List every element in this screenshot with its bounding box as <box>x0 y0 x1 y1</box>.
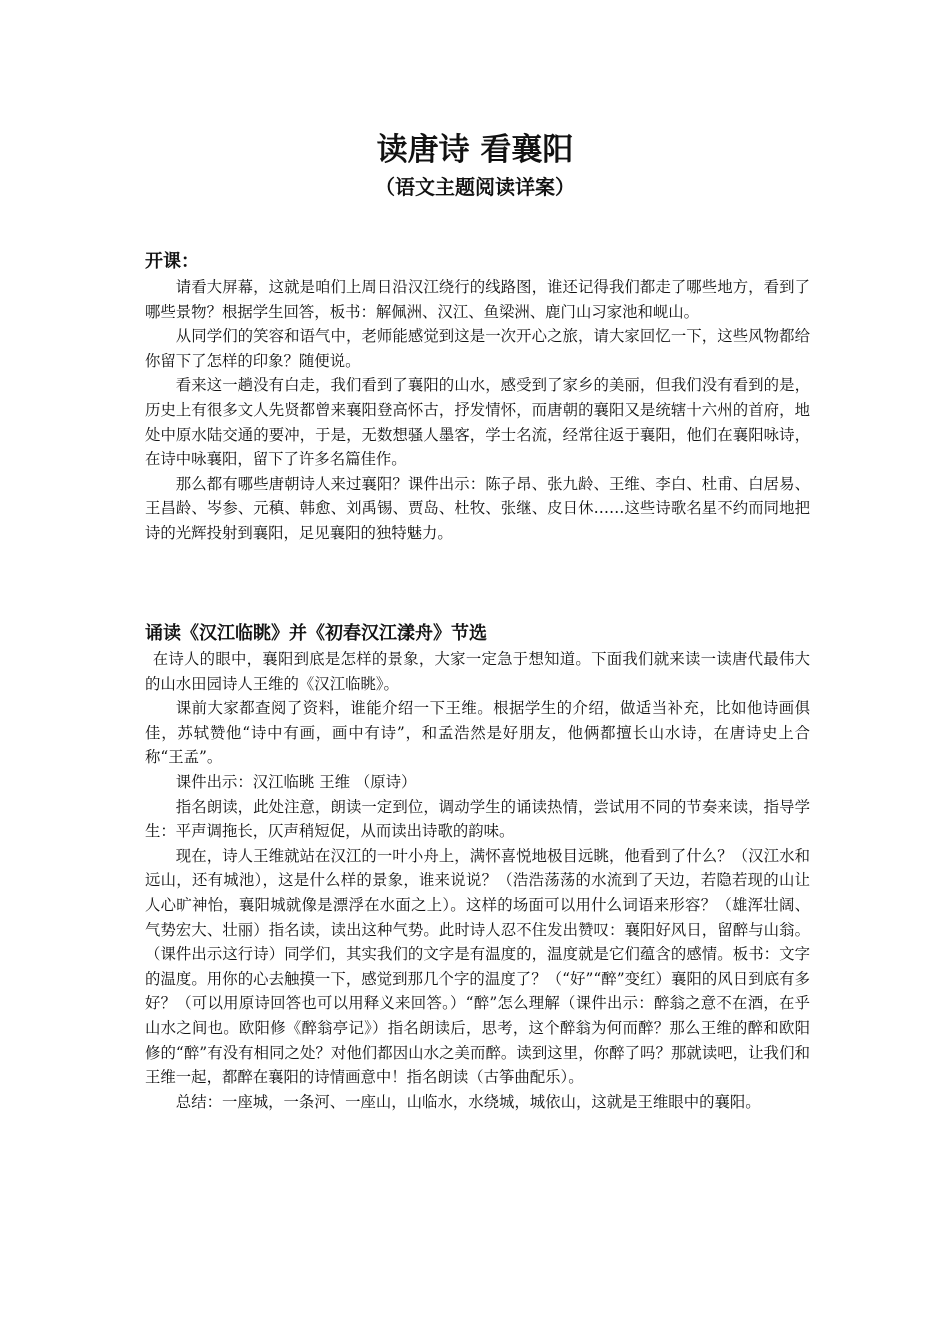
paragraph: 从同学们的笑容和语气中，老师能感觉到这是一次开心之旅，请大家回忆一下，这些风物都给你留下了怎样的印象？随便说。 <box>145 327 810 370</box>
paragraph: 请看大屏幕，这就是咱们上周日沿汉江绕行的线路图，谁还记得我们都走了哪些地方，看到了哪些景物？根据学生回答，板书：解佩洲、汉江、鱼梁洲、鹿门山习家池和岘山。 <box>145 278 810 321</box>
section-recitation <box>145 621 810 1114</box>
section-heading: 开课： <box>145 251 199 272</box>
section-heading: 诵读《汉江临眺》并《初春汉江漾舟》节选 <box>145 623 487 644</box>
paragraph: 课前大家都查阅了资料，谁能介绍一下王维。根据学生的介绍，做适当补充，比如他诗画俱佳，苏轼赞他“诗中有画，画中有诗”，和孟浩然是好朋友，他俩都擅长山水诗，在唐诗史上合称“王孟”。 <box>145 699 810 767</box>
document-subtitle: （语文主题阅读详案） <box>375 175 575 199</box>
paragraph: 指名朗读，此处注意，朗读一定到位，调动学生的诵读热情，尝试用不同的节奏来读，指导学生：平声调拖长，仄声稍短促，从而读出诗歌的韵味。 <box>145 797 810 841</box>
paragraph: 看来这一趟没有白走，我们看到了襄阳的山水，感受到了家乡的美丽，但我们没有看到的是，历史上有很多文人先贤都曾来襄阳登高怀古，抒发情怀，而唐朝的襄阳又是统辖十六州的首府，地处中原水陆交通的要冲，于是，无数想骚人墨客，学士名流，经常往返于襄阳，他们在襄阳咏诗，在诗中咏襄阳，留下了许多名篇佳作。 <box>145 376 810 469</box>
paragraph: 在诗人的眼中，襄阳到底是怎样的景象，大家一定急于想知道。下面我们就来读一读唐代最伟大的山水田园诗人王维的《汉江临眺》。 <box>145 650 810 693</box>
paragraph: 那么都有哪些唐朝诗人来过襄阳？课件出示：陈子昂、张九龄、王维、李白、杜甫、白居易、王昌龄、岑参、元稹、韩愈、刘禹锡、贾岛、杜牧、张继、皮日休……这些诗歌名星不约而同地把诗的光辉投射到襄阳，足见襄阳的独特魅力。 <box>145 474 810 542</box>
document-title: 读唐诗 看襄阳 <box>376 132 574 168</box>
paragraph: 总结：一座城，一条河、一座山，山临水，水绕城，城依山，这就是王维眼中的襄阳。 <box>175 1092 761 1111</box>
section-opening <box>145 249 810 546</box>
paragraph: 现在，诗人王维就站在汉江的一叶小舟上，满怀喜悦地极目远眺，他看到了什么？（汉江水和远山，还有城池），这是什么样的景象，谁来说说？（浩浩荡荡的水流到了天边，若隐若现的山让人心旷神怡，襄阳城就像是漂浮在水面之上）。这样的场面可以用什么词语来形容？（雄浑壮阔、气势宏大、壮丽）指名读，读出这种气势。此时诗人忍不住发出赞叹：襄阳好风日，留醉与山翁。（课件出示这行诗）同学们，其实我们的文字是有温度的，温度就是它们蕴含的感情。板书：文字的温度。用你的心去触摸一下，感觉到那几个字的温度了？（“好”“醉”变红）襄阳的风日到底有多好？（可以用原诗回答也可以用释义来回答。）“醉”怎么理解（课件出示：醉翁之意不在酒，在乎山水之间也。欧阳修《醉翁亭记》）指名朗读后，思考，这个醉翁为何而醉？那么王维的醉和欧阳修的“醉”有没有相同之处？对他们都因山水之美而醉。读到这里，你醉了吗？那就读吧，让我们和王维一起，都醉在襄阳的诗情画意中！指名朗读（古筝曲配乐）。 <box>145 846 810 1087</box>
paragraph: 课件出示：汉江临眺 王维 （原诗） <box>175 772 417 791</box>
